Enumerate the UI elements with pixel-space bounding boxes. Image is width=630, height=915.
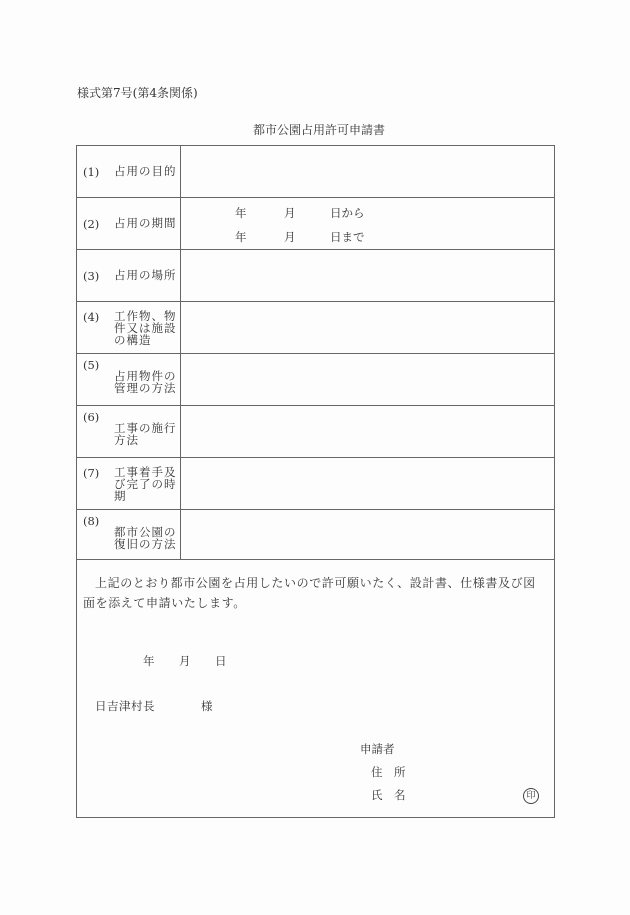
- row-label: 占用の場所: [114, 268, 177, 282]
- row-label-line: の構造: [114, 333, 152, 347]
- management-field[interactable]: [181, 354, 554, 405]
- row-label-line: 工事の施行: [114, 421, 177, 435]
- row-label-line: 占用物件の: [114, 369, 177, 383]
- row-label: 占用の目的: [114, 164, 177, 178]
- row-label: 占用の期間: [114, 216, 177, 230]
- table-row-purpose: [77, 146, 554, 198]
- application-statement-section: [77, 560, 554, 819]
- row-number: (7): [83, 466, 100, 480]
- row-label-line: 件又は施設: [114, 321, 177, 335]
- period-to-month: 月: [284, 230, 296, 244]
- row-label-line: 都市公園の: [114, 525, 177, 539]
- table-row-restoration: [77, 510, 554, 560]
- row-label-line: 工事着手及: [114, 465, 177, 479]
- form-number: 様式第7号(第4条関係): [77, 86, 198, 100]
- date-day[interactable]: 日: [215, 654, 227, 668]
- date-year[interactable]: 年: [143, 654, 155, 668]
- date-month[interactable]: 月: [179, 654, 191, 668]
- table-row-location: [77, 250, 554, 302]
- application-form-table: [76, 145, 555, 818]
- table-row-period: [77, 198, 554, 250]
- seal-icon: 印: [523, 788, 539, 804]
- row-number: (3): [83, 269, 100, 283]
- table-row-structure: [77, 302, 554, 354]
- row-number: (4): [83, 310, 100, 324]
- purpose-field[interactable]: [181, 146, 554, 197]
- applicant-name-label: 氏 名: [371, 788, 406, 802]
- row-label-line: 工作物、物: [114, 309, 177, 323]
- period-from-month: 月: [284, 206, 296, 220]
- applicant-address-label: 住 所: [371, 765, 406, 779]
- table-row-construction-method: [77, 406, 554, 458]
- statement-text: 上記のとおり都市公園を占用したいので許可願いたく、設計書、仕様書及び図面を添えて申請いたします。: [83, 576, 536, 610]
- row-number: (6): [83, 410, 100, 424]
- construction-method-field[interactable]: [181, 406, 554, 457]
- location-field[interactable]: [181, 250, 554, 301]
- row-label-line: 管理の方法: [114, 381, 177, 395]
- period-from-day: 日から: [330, 206, 365, 220]
- period-from-year: 年: [235, 206, 247, 220]
- row-number: (2): [83, 217, 100, 231]
- period-to-year: 年: [235, 230, 247, 244]
- applicant-heading: 申請者: [360, 742, 395, 756]
- period-to-day: 日まで: [330, 230, 365, 244]
- construction-period-field[interactable]: [181, 458, 554, 509]
- period-field[interactable]: [181, 198, 554, 249]
- row-label-line: 方法: [114, 433, 139, 447]
- page-title: 都市公園占用許可申請書: [252, 123, 385, 137]
- row-number: (1): [83, 165, 100, 179]
- row-label-line: び完了の時: [114, 477, 177, 491]
- row-number: (5): [83, 358, 100, 372]
- row-number: (8): [83, 514, 100, 528]
- table-row-management: [77, 354, 554, 406]
- addressee-honorific: 様: [201, 699, 213, 713]
- row-label-line: 復旧の方法: [114, 537, 177, 551]
- row-label-line: 期: [114, 489, 127, 503]
- table-row-construction-period: [77, 458, 554, 510]
- restoration-field[interactable]: [181, 510, 554, 559]
- addressee-name: 日吉津村長: [95, 699, 155, 713]
- structure-field[interactable]: [181, 302, 554, 353]
